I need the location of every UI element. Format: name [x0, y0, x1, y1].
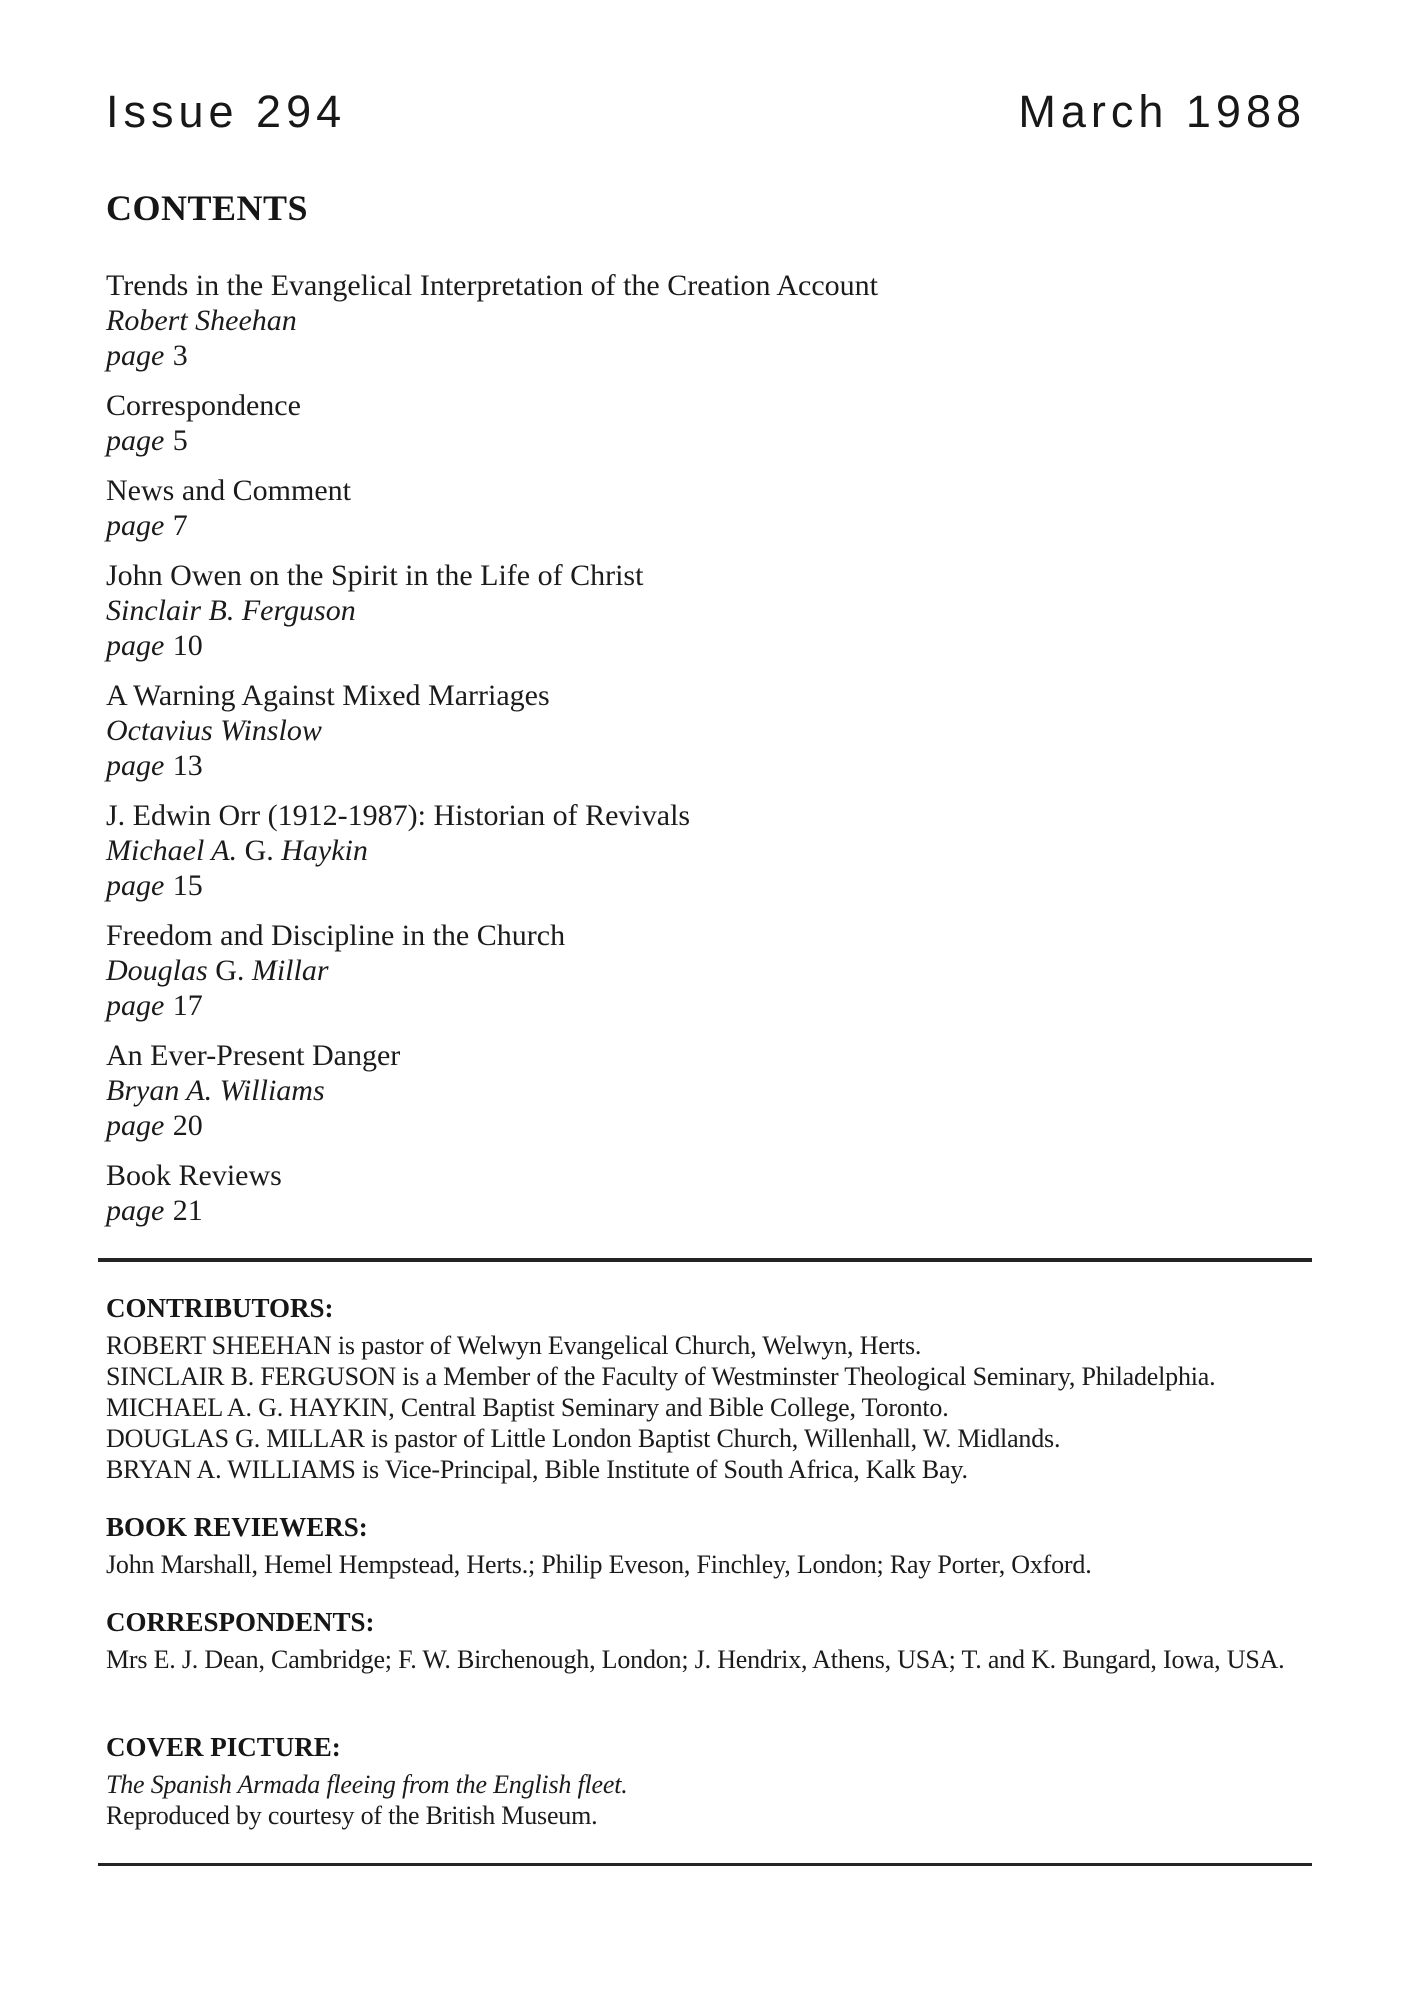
- section-line: The Spanish Armada fleeing from the English fleet.: [106, 1770, 628, 1799]
- author-segment: Bryan A. Williams: [106, 1074, 325, 1107]
- toc-entry: [106, 798, 1306, 903]
- section-body: [106, 1644, 1306, 1675]
- author-segment: Octavius Winslow: [106, 714, 322, 747]
- author-segment: Michael A.: [106, 834, 238, 867]
- section-heading: CORRESPONDENTS:: [106, 1607, 375, 1637]
- article-page-ref: [106, 868, 1306, 903]
- article-title: Book Reviews: [106, 1159, 282, 1192]
- author-segment: Millar: [251, 954, 329, 987]
- article-author: [106, 593, 1306, 628]
- section-line: MICHAEL A. G. HAYKIN, Central Baptist Seminary and Bible College, Toronto.: [106, 1393, 949, 1422]
- section-correspondents: [106, 1606, 1306, 1675]
- page-word: page: [106, 339, 165, 372]
- section-line: Reproduced by courtesy of the British Museum.: [106, 1801, 598, 1830]
- section-line: SINCLAIR B. FERGUSON is a Member of the Faculty of Westminster Theological Seminary, Philadelphia.: [106, 1362, 1216, 1391]
- section-line: Mrs E. J. Dean, Cambridge; F. W. Birchenough, London; J. Hendrix, Athens, USA; T. and K. Bungard, Iowa, USA.: [106, 1645, 1285, 1674]
- toc-entry: [106, 678, 1306, 783]
- section-line: John Marshall, Hemel Hempstead, Herts.; Philip Eveson, Finchley, London; Ray Porter, Oxford.: [106, 1550, 1092, 1579]
- toc-entry: [106, 268, 1306, 373]
- section-line: DOUGLAS G. MILLAR is pastor of Little London Baptist Church, Willenhall, W. Midlands.: [106, 1424, 1061, 1453]
- article-title: A Warning Against Mixed Marriages: [106, 679, 550, 712]
- page-content: [106, 0, 1306, 1866]
- page-number: 7: [172, 509, 188, 542]
- section-heading: BOOK REVIEWERS:: [106, 1512, 368, 1542]
- info-sections: [106, 1292, 1306, 1831]
- divider-rule-top: [98, 1258, 1312, 1262]
- page-number: 15: [172, 869, 203, 902]
- section-body: [106, 1330, 1306, 1485]
- article-page-ref: [106, 508, 1306, 543]
- page-number: 5: [172, 424, 188, 457]
- page-number: 17: [172, 989, 203, 1022]
- section-line: BRYAN A. WILLIAMS is Vice-Principal, Bible Institute of South Africa, Kalk Bay.: [106, 1455, 968, 1484]
- toc-entry: [106, 1038, 1306, 1143]
- contents-heading: CONTENTS: [106, 188, 309, 228]
- page-number: 20: [172, 1109, 203, 1142]
- section-body: [106, 1769, 1306, 1831]
- article-page-ref: [106, 338, 1306, 373]
- page-word: page: [106, 1109, 165, 1142]
- article-title: J. Edwin Orr (1912-1987): Historian of Revivals: [106, 799, 691, 832]
- author-segment: Robert Sheehan: [106, 304, 297, 337]
- author-segment: Douglas: [106, 954, 208, 987]
- page-word: page: [106, 749, 165, 782]
- article-author: [106, 953, 1306, 988]
- page-word: page: [106, 989, 165, 1022]
- article-title: John Owen on the Spirit in the Life of Christ: [106, 559, 644, 592]
- article-author: [106, 713, 1306, 748]
- article-title: News and Comment: [106, 474, 351, 507]
- page-word: page: [106, 629, 165, 662]
- author-segment: Haykin: [281, 834, 368, 867]
- article-author: [106, 303, 1306, 338]
- page-number: 10: [172, 629, 203, 662]
- toc-entry: [106, 918, 1306, 1023]
- toc-entry: [106, 473, 1306, 543]
- article-page-ref: [106, 1193, 1306, 1228]
- page-word: page: [106, 869, 165, 902]
- page-word: page: [106, 509, 165, 542]
- author-segment: Sinclair B. Ferguson: [106, 594, 356, 627]
- article-page-ref: [106, 628, 1306, 663]
- toc-entry: [106, 1158, 1306, 1228]
- section-heading: COVER PICTURE:: [106, 1732, 341, 1762]
- page-word: page: [106, 424, 165, 457]
- author-segment: G.: [237, 834, 282, 867]
- page-number: 21: [172, 1194, 203, 1227]
- toc-entry: [106, 558, 1306, 663]
- section-contributors: [106, 1292, 1306, 1485]
- section-cover-picture: [106, 1731, 1306, 1831]
- page-number: 13: [172, 749, 203, 782]
- article-title: Freedom and Discipline in the Church: [106, 919, 566, 952]
- section-body: [106, 1549, 1306, 1580]
- article-page-ref: [106, 748, 1306, 783]
- article-page-ref: [106, 1108, 1306, 1143]
- issue-date: March 1988: [1018, 86, 1306, 137]
- author-segment: G.: [207, 954, 252, 987]
- table-of-contents: [106, 268, 1306, 1228]
- article-page-ref: [106, 423, 1306, 458]
- toc-entry: [106, 388, 1306, 458]
- page-number: 3: [172, 339, 188, 372]
- divider-rule-bottom: [98, 1863, 1312, 1866]
- article-title: Trends in the Evangelical Interpretation of the Creation Account: [106, 269, 879, 302]
- section-line: ROBERT SHEEHAN is pastor of Welwyn Evangelical Church, Welwyn, Herts.: [106, 1331, 922, 1360]
- article-author: [106, 833, 1306, 868]
- article-author: [106, 1073, 1306, 1108]
- article-title: An Ever-Present Danger: [106, 1039, 401, 1072]
- page-word: page: [106, 1194, 165, 1227]
- section-book-reviewers: [106, 1511, 1306, 1580]
- issue-number: Issue 294: [106, 86, 347, 137]
- article-page-ref: [106, 988, 1306, 1023]
- masthead: [106, 84, 1306, 140]
- article-title: Correspondence: [106, 389, 301, 422]
- section-heading: CONTRIBUTORS:: [106, 1293, 334, 1323]
